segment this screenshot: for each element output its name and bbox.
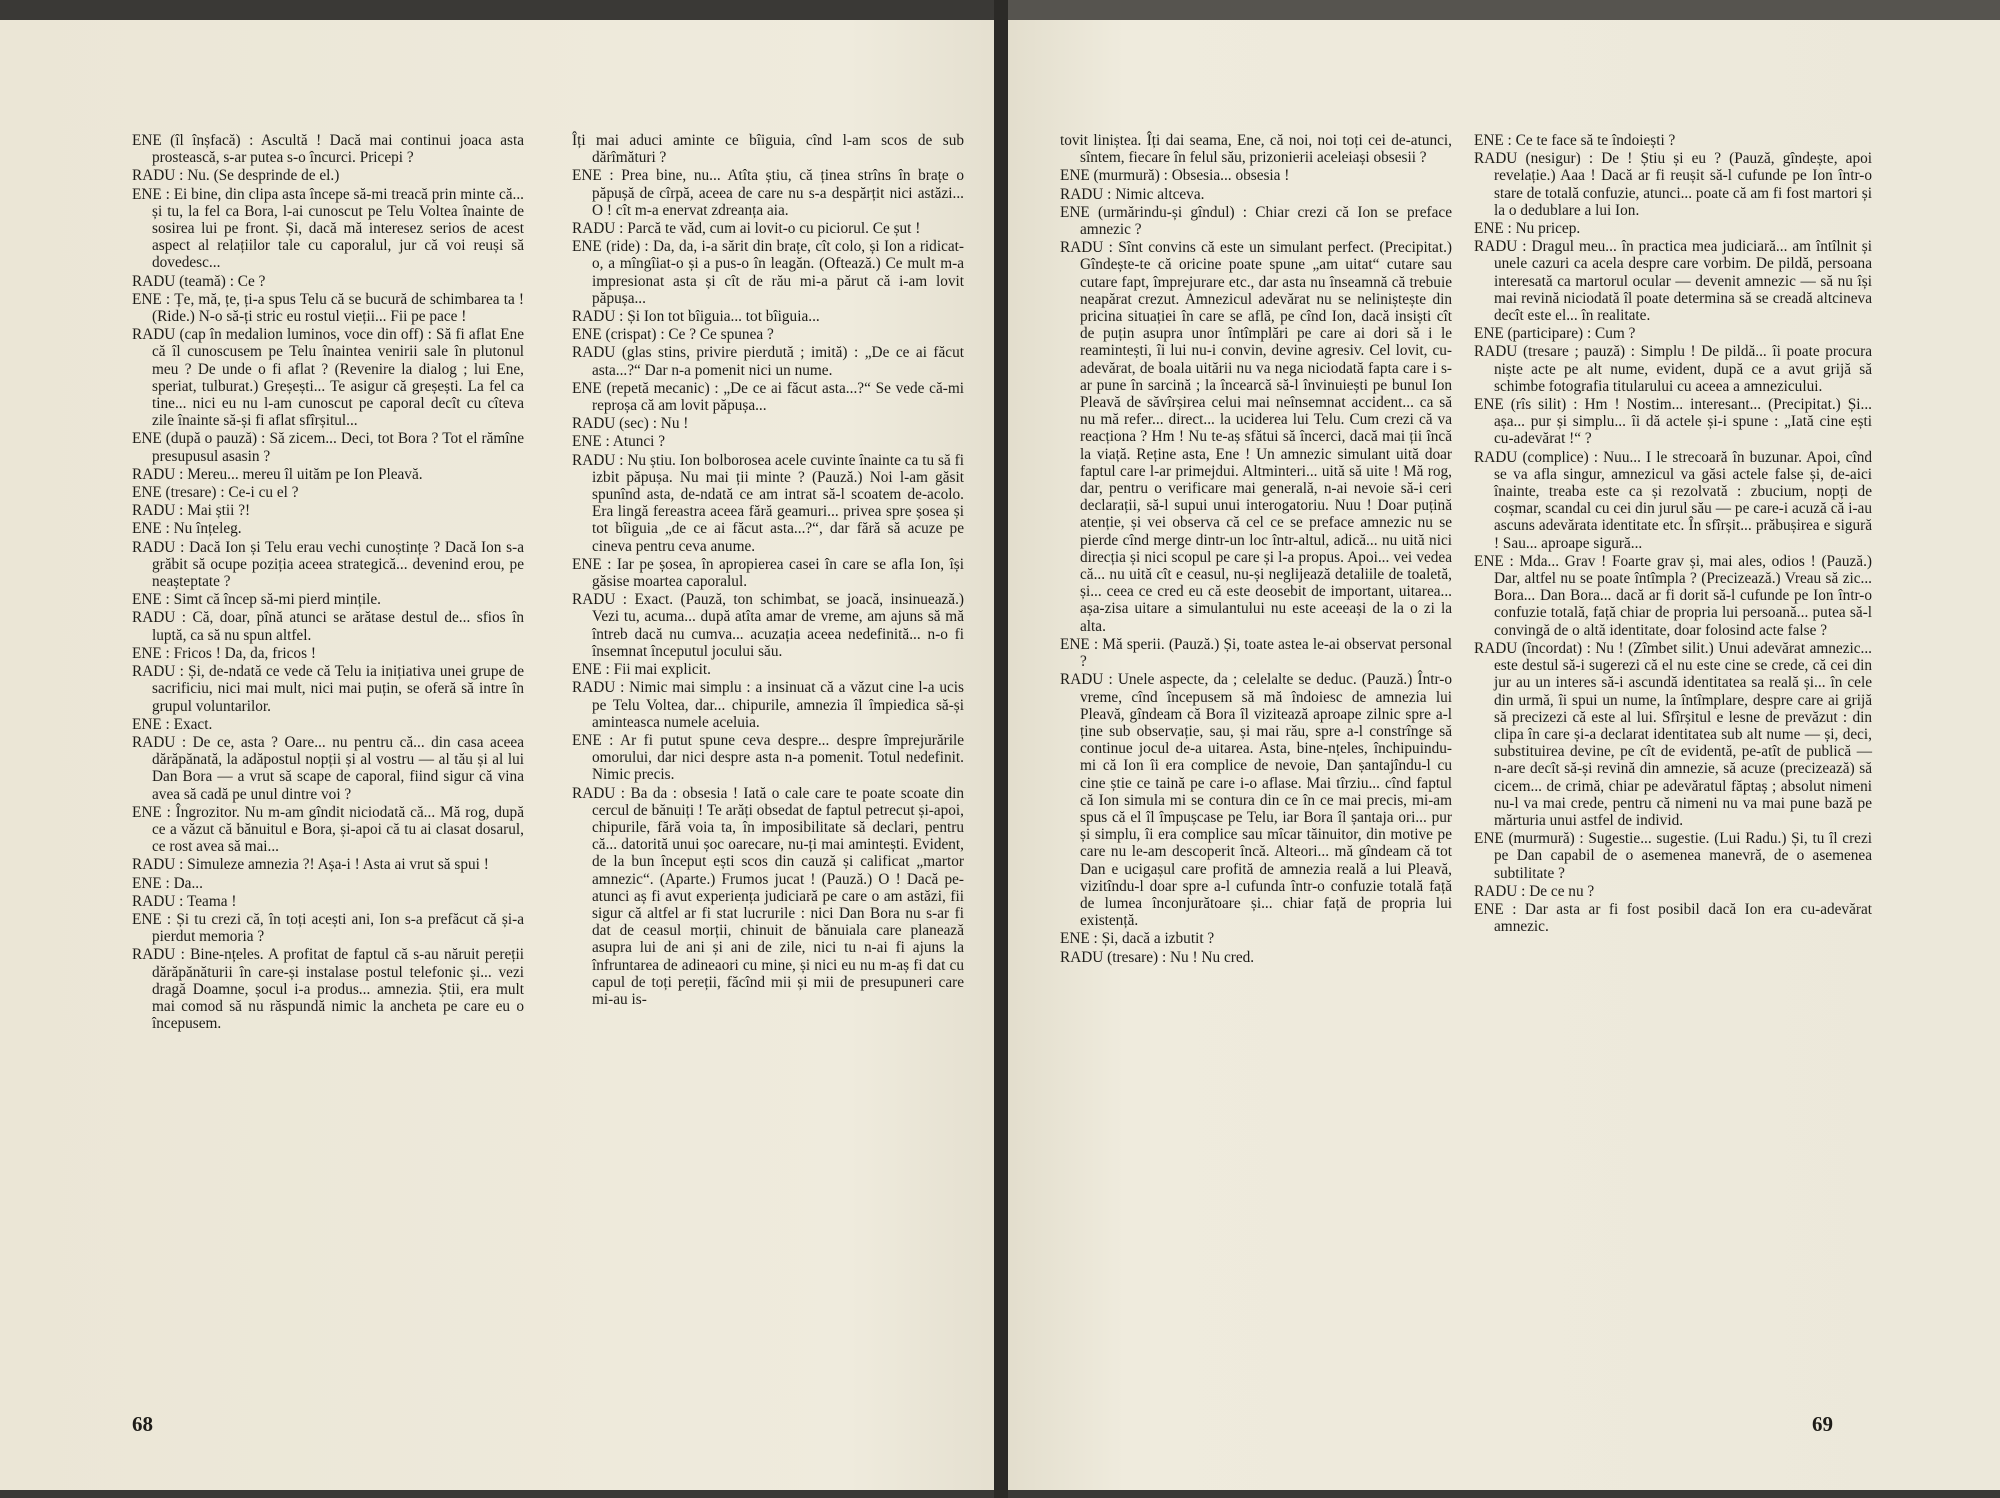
dialogue-line: ENE : Ar fi putut spune ceva despre... despre împrejurările omorului, dar nici despre asta n-a pomenit. Totul nedefinit. Nimic precis. [572, 731, 964, 784]
dialogue-line: ENE : Iar pe șosea, în apropierea casei în care se afla Ion, își găsise moartea caporalul. [572, 555, 964, 591]
dialogue-line: ENE (tresare) : Ce-i cu el ? [132, 484, 299, 502]
dialogue-line: ENE : Fii mai explicit. [572, 661, 711, 679]
dialogue-line: RADU : Mereu... mereu îl uităm pe Ion Pleavă. [132, 465, 423, 483]
dialogue-line: ENE : Nu pricep. [1474, 220, 1581, 238]
left-page-column-1 [132, 132, 524, 1033]
dialogue-line: RADU : Simuleze amnezia ?! Așa-i ! Asta ai vrut să spui ! [132, 856, 489, 874]
dialogue-line: RADU : Teama ! [132, 892, 237, 910]
dialogue-line: RADU : Că, doar, pînă atunci se arătase destul de... sfios în luptă, ca să nu spun altfel. [132, 609, 524, 644]
dialogue-line: RADU (sec) : Nu ! [572, 415, 689, 433]
dialogue-line: RADU : Și Ion tot bîiguia... tot bîiguia... [572, 308, 820, 326]
dialogue-line: ENE (ride) : Da, da, i-a sărit din brațe, cît colo, și Ion a ridicat-o, a mîngîiat-o și a pus-o în leagăn. (Oftează.) Ce mult m-a impresionat asta și cît de rău mi-a părut că i-am lovit păpușa... [572, 238, 964, 307]
right-page-column-1 [1060, 132, 1452, 967]
dialogue-line: ENE : Îngrozitor. Nu m-am gîndit niciodată că... Mă rog, după ce a văzut că bănuitul e Bora, și-apoi că tu ai clasat dosarul, ce rost avea să mai... [132, 803, 524, 856]
dialogue-line: RADU (teamă) : Ce ? [132, 272, 266, 290]
left-page-column-2 [572, 132, 964, 1009]
dialogue-line: ENE : Simt că încep să-mi pierd mințile. [132, 591, 381, 609]
dialogue-line: ENE (participare) : Cum ? [1474, 325, 1636, 343]
dialogue-line: RADU : Mai știi ?! [132, 502, 251, 520]
right-page-column-2 [1474, 132, 1872, 936]
dialogue-line: ENE : Nu înțeleg. [132, 520, 242, 538]
dialogue-line: ENE : Ei bine, din clipa asta începe să-mi treacă prin minte că... și tu, la fel ca Bora, l-ai cunoscut pe Telu Voltea înainte de sosirea lui pe front. Și, dacă mă interesez serios de acest aspect al relațiilor tale cu caporalul, jur că voi reuși să dovedesc... [132, 185, 524, 272]
dialogue-line: ENE (murmură) : Sugestie... sugestie. (Lui Radu.) Și, tu îl crezi pe Dan capabil de o asemenea manevră, de o asemenea subtilitate ? [1474, 830, 1872, 882]
dialogue-line: ENE (urmărindu-și gîndul) : Chiar crezi că Ion se preface amnezic ? [1060, 203, 1452, 239]
dialogue-line: RADU (complice) : Nuu... I le strecoară în buzunar. Apoi, cînd se va afla singur, amnezicul va găsi actele false și, de-aici înainte, treaba este ca și rezolvată : zbucium, nopți de coșmar, scandal cu cei din jurul său — pe care-i acuză că i-au ascuns adevărata identitate etc. În sfîrșit... prăbușirea e sigură ! Sau... aproape sigură... [1474, 448, 1872, 552]
dialogue-line: RADU : Ba da : obsesia ! Iată o cale care te poate scoate din cercul de bănuiți ! Te arăți obsedat de faptul petrecut și-apoi, chipurile, fără voia ta, în imposibilitate să declari, pentru că... datorită unui șoc oarecare, nu-ți mai amintești. Evident, de la bun început ești scos din cauză și calificat „martor amnezic“. (Aparte.) Frumos jucat ! (Pauză.) O ! Dacă pe-atunci aș fi avut experiența judiciară pe care o am astăzi, fii sigur că altfel ar fi stat lucrurile : nici Dan Bora nu s-ar fi dat de ceasul morții, chinuit de bănuiala care planează asupra lui de ani și ani de zile, nici tu n-ai fi ajuns la înfruntarea de adineaori cu mine, și nici eu nu m-aș fi dat cu capul de toți pereții, făcînd mii și mii de presupuneri care mi-au is- [572, 784, 964, 1008]
dialogue-line: ENE : Atunci ? [572, 433, 666, 451]
dialogue-line: RADU (nesigur) : De ! Știu și eu ? (Pauză, gîndește, apoi revelație.) Aaa ! Dacă ar fi reușit să-l cufunde pe Ion într-o stare de totală confuzie, atunci... poate că am fi fost martori și la o dedublare a lui Ion. [1474, 150, 1872, 219]
dialogue-line: RADU : Și, de-ndată ce vede că Telu ia inițiativa unei grupe de sacrificiu, nici mai mult, nici mai puțin, se oferă să intre în grupul voluntarilor. [132, 663, 524, 715]
dialogue-line: ENE : Și, dacă a izbutit ? [1060, 930, 1215, 948]
dialogue-line: RADU : Sînt convins că este un simulant perfect. (Precipitat.) Gîndește-te că oricine poate spune „am uitat“ cutare sau cutare fapt, împrejurare etc., dar asta nu înseamnă că trebuie neapărat crezut. Amnezicul adevărat nu se neliniștește din pricina situației în care se află, pe cînd Ion, dacă insiști cît de puțin asupra unor întîmplări pe care ai dori să i le reamintești, îi lui nu-i convin, devine agresiv. Cel lovit, cu-adevărat, de boala uitării nu va nega niciodată fapta care i s-ar pune în sarcină ; la încearcă să-l învinuiești pe bunul Ion Pleavă de săvîrșirea celui mai neînsemnat accident... ca să nu mă refer... direct... la uciderea lui Telu. Cum crezi că va reacționa ? Hm ! Nu te-aș sfătui să încerci, dacă mai ții încă la viață. Reține asta, Ene ! Un amnezic simulant uită doar faptul care l-ar primejdui. Altminteri... uită să uite ! Mă rog, dar, pentru o verificare mai generală, n-ai nevoie să-i ceri declarații, să-l supui unui interogatoriu. Nuu ! Doar puțină atenție, și vei observa că cel ce se preface amnezic nu se pierde cînd merge dintr-un loc într-altul, adică... nu uită nici direcția și nici scopul pe care și l-a propus. Apoi... vei vedea că... nu uită cît e ceasul, nu-și neglijează detaliile de toaletă, și... ceea ce cred eu că este deosebit de important, uitarea... așa-zisa uitare a simulantului nu este aceeași de la o zi la alta. [1060, 239, 1452, 635]
dialogue-line: ENE : Exact. [132, 715, 213, 733]
dialogue-line: RADU : Parcă te văd, cum ai lovit-o cu piciorul. Ce șut ! [572, 220, 921, 238]
dialogue-line: RADU : Bine-nțeles. A profitat de faptul că s-au năruit pereții dărăpănăturii în care-și instalase postul telefonic și... vezi dragă Doamne, șocul i-a produs... amnezia. Știi, era mult mai comod să nu răspundă nimic la ancheta pe care eu o începusem. [132, 946, 524, 1033]
dialogue-line: ENE : Dar asta ar fi fost posibil dacă Ion era cu-adevărat amnezic. [1474, 900, 1872, 936]
page-top-shadow [1004, 0, 2000, 20]
dialogue-line: RADU : Unele aspecte, da ; celelalte se deduc. (Pauză.) Într-o vreme, cînd începusem să mă îndoiesc de amnezia lui Pleavă, gîndeam că Bora îl vizitează aproape zilnic spre a-l ține sub observație, sau, și mai rău, spre a-l constrînge să continue jocul de-a uitarea. Asta, bine-nțeles, închipuindu-mi că Ion îi era complice de nevoie, Dan șantajîndu-l cu cine știe ce taină pe care i-o aflase. Mai tîrziu... cînd faptul că Ion simula mi se contura din ce în ce mai precis, mi-am spus că el îl împușcase pe Telu, iar Bora îl șantaja ori... pur și simplu, îi era complice sau mîcar tăinuitor, din motive pe care nu le-am descoperit încă. Alteori... mă gîndeam că tot Dan e ucigașul care profită de amnezia reală a lui Pleavă, vizitîndu-l doar spre a-l cufunda într-o confuzie totală față de lumea înconjurătoare și... chiar față de propria lui existență. [1060, 671, 1452, 930]
dialogue-line: RADU (cap în medalion luminos, voce din off) : Să fi aflat Ene că îl cunoscusem pe Telu înaintea venirii sale în plutonul meu ? De unde o fi aflat ? (Revenire la dialog ; lui Ene, speriat, tulburat.) Greșești... Te asigur că greșești. La fel ca tine... nici eu nu l-am cunoscut pe caporal decît cu cîteva zile înainte să-și fi aflat sfîrșitul... [132, 326, 524, 430]
dialogue-line: ENE (rîs silit) : Hm ! Nostim... interesant... (Precipitat.) Și... așa... pur și simplu... îi dă actele și-i spune : „Iată cine ești cu-adevărat !“ ? [1474, 396, 1872, 448]
dialogue-line: ENE : Da... [132, 874, 203, 892]
dialogue-line: RADU : Nu. (Se desprinde de el.) [132, 167, 340, 185]
dialogue-line: RADU (glas stins, privire pierdută ; imită) : „De ce ai făcut asta...?“ Dar n-a pomenit nici un nume. [572, 344, 964, 379]
dialogue-line: ENE : Prea bine, nu... Atîta știu, că ținea strîns în brațe o păpușă de cîrpă, aceea de care nu s-a despărțit nici astăzi... O ! cît m-a enervat zdreanța aia. [572, 167, 964, 219]
page-number-left: 68 [132, 1412, 153, 1436]
dialogue-line: ENE (îl înșfacă) : Ascultă ! Dacă mai continui joaca asta prostească, s-ar putea s-o încurci. Pricepi ? [132, 132, 524, 167]
dialogue-line: RADU (tresare) : Nu ! Nu cred. [1060, 948, 1255, 966]
right-page [1004, 20, 2000, 1490]
dialogue-line: ENE : Fricos ! Da, da, fricos ! [132, 644, 316, 662]
dialogue-line: RADU : Nu știu. Ion bolborosea acele cuvinte înainte ca tu să fi izbit păpușa. Nu mai ții minte ? (Pauză.) Noi l-am găsit spunînd asta, de-ndată ce am intrat să-l scoatem de-acolo. Era lingă fereastra aceea fără geamuri... privea spre șosea și tot bîiguia „de ce ai făcut asta...?“, dar fără să acuze pe cineva pentru ceva anume. [572, 451, 964, 555]
dialogue-line: ENE : Mda... Grav ! Foarte grav și, mai ales, odios ! (Pauză.) Dar, altfel nu se poate întîmpla ? (Precizează.) Vreau să zic... Bora... Dan Bora... dacă ar fi dorit să-l cufunde pe Ion într-o confuzie totală, față chiar de propria lui persoană... putea să-l convingă de o altă identitate, doar folosind acte false ? [1474, 552, 1872, 639]
dialogue-line: ENE (după o pauză) : Să zicem... Deci, tot Bora ? Tot el rămîne presupusul asasin ? [132, 430, 524, 465]
dialogue-line: ENE (murmură) : Obsesia... obsesia ! [1060, 167, 1290, 185]
dialogue-line: RADU : De ce nu ? [1474, 882, 1595, 900]
dialogue-line: ENE : Mă sperii. (Pauză.) Și, toate astea le-ai observat personal ? [1060, 635, 1452, 671]
dialogue-line: ENE (repetă mecanic) : „De ce ai făcut asta...?“ Se vede că-mi reproșa că am lovit păpușa... [572, 379, 964, 415]
dialogue-line: RADU : Dacă Ion și Telu erau vechi cunoștințe ? Dacă Ion s-a grăbit să ocupe poziția aceea strategică... devenind erou, pe neașteptate ? [132, 538, 524, 591]
dialogue-line: RADU : Nimic altceva. [1060, 185, 1205, 203]
dialogue-line: RADU : De ce, asta ? Oare... nu pentru că... din casa aceea dărăpănată, la adăpostul nopții și al vostru — al tău și al lui Dan Bora — a vrut să scape de caporal, fiind sigur că vina avea să cadă pe unul dintre voi ? [132, 733, 524, 803]
dialogue-line: ENE : Țe, mă, țe, ți-a spus Telu că se bucură de schimbarea ta ! (Ride.) N-o să-ți stric eu rostul vieții... Fii pe pace ! [132, 290, 524, 326]
left-page [0, 20, 1000, 1490]
dialogue-line: RADU : Nimic mai simplu : a insinuat că a văzut cine l-a ucis pe Telu Voltea, dar... chipurile, amnezia îl împiedica să-și aminteasca numele aceluia. [572, 679, 964, 731]
page-number-right: 69 [1812, 1412, 1833, 1436]
book-gutter [994, 0, 1008, 1498]
dialogue-line: Îți mai aduci aminte ce bîiguia, cînd l-am scos de sub dărîmături ? [572, 132, 964, 167]
dialogue-line: RADU (încordat) : Nu ! (Zîmbet silit.) Unui adevărat amnezic... este destul să-i sugerezi că el nu este cine se crede, că cei din jur au un interes să-i ascundă identitatea sa reală și... în cele din urmă, îi spui un nume, la întîmplare, despre care ai grijă să precizezi că este al lui. Sfîrșitul e lesne de prevăzut : din clipa în care și-a declarat identitatea sub alt nume — și, deci, substituirea devine, pe cît de evidentă, pe-atît de publică — n-are decît să-și revină din amnezie, să acuze (precizează) să cicem... de crimă, chiar pe adevăratul făptaș ; absolut nimeni nu-l va mai crede, pentru că nimeni nu va mai pune bază pe mărturia unui astfel de individ. [1474, 639, 1872, 829]
dialogue-line: RADU (tresare ; pauză) : Simplu ! De pildă... îi poate procura niște acte pe alt nume, evident, după ce a avut grijă să schimbe fotografia titularului cu aceea a amnezicului. [1474, 343, 1872, 395]
dialogue-line: RADU : Dragul meu... în practica mea judiciară... am întîlnit și unele cazuri ca acela despre care vorbim. De pildă, persoana interesată ca martorul ocular — devenit amnezic — să nu își mai revină niciodată îl poate determina să se creadă altcineva decît este el... în realitate. [1474, 238, 1872, 325]
dialogue-line: RADU : Exact. (Pauză, ton schimbat, se joacă, insinuează.) Vezi tu, acuma... după atîta amar de vreme, am ajuns să mă întreb dacă nu cumva... acuzația aceea nedefinită... n-o fi însemnat începutul jocului său. [572, 591, 964, 660]
dialogue-line: tovit liniștea. Îți dai seama, Ene, că noi, noi toți cei de-atunci, sîntem, fiecare în felul său, prizonierii aceleiași obsesii ? [1060, 132, 1452, 167]
dialogue-line: ENE : Ce te face să te îndoiești ? [1474, 132, 1676, 149]
dialogue-line: ENE : Și tu crezi că, în toți acești ani, Ion s-a prefăcut că și-a pierdut memoria ? [132, 910, 524, 946]
dialogue-line: ENE (crispat) : Ce ? Ce spunea ? [572, 326, 774, 344]
